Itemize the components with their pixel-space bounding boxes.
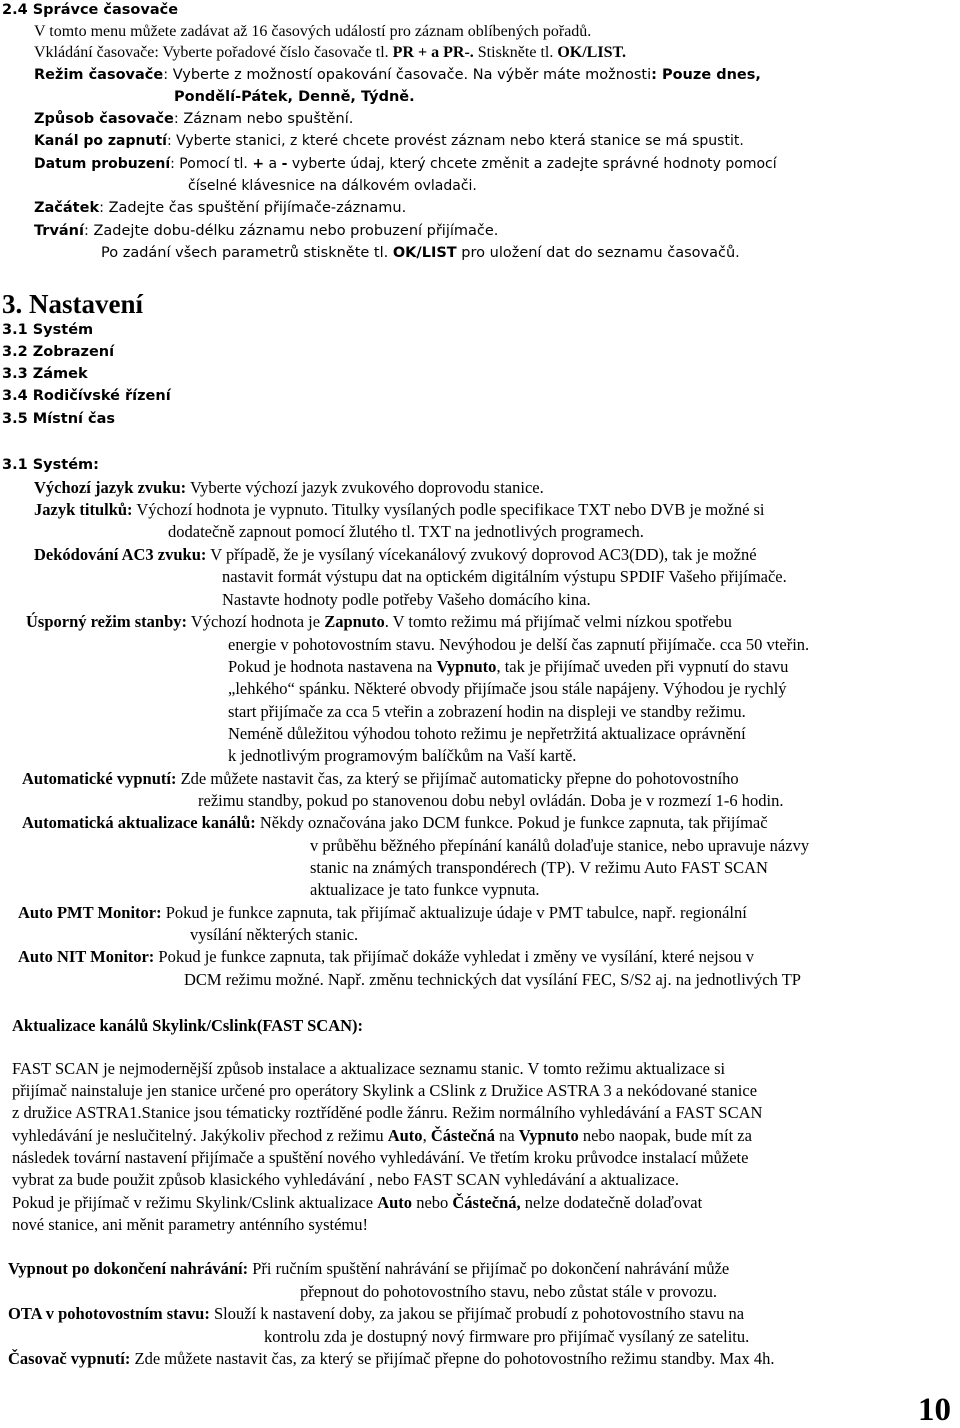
fastscan-heading: Aktualizace kanálů Skylink/Cslink(FAST SCAN):: [12, 1016, 364, 1035]
term: Úsporný režim stanby:: [26, 612, 188, 631]
timer-intro: V tomto menu můžete zadávat až 16 časových událostí pro záznam oblíbených pořadů.: [34, 23, 592, 40]
text: nebo: [412, 1193, 453, 1212]
text: vyhledávání je neslučitelný. Jakýkoliv přechod z režimu: [12, 1126, 388, 1145]
timer-start-line: [34, 198, 406, 218]
text: nelze dodatečně dolaďovat: [520, 1193, 703, 1212]
text: vyberte údaj, který chcete změnit a zadejte správné hodnoty pomocí: [287, 156, 777, 172]
term: Začátek: [34, 200, 100, 216]
text: Pokud je funkce zapnuta, tak přijímač aktualizuje údaje v PMT tabulce, např. regionální: [161, 903, 747, 922]
system-autoupdate-cont: v průběhu běžného přepínání kanálů dolaďuje stanice, nebo upravuje názvy: [310, 836, 810, 855]
text: : Pomocí tl.: [170, 156, 253, 172]
system-ac3-cont: Nastavte hodnoty podle potřeby Vašeho domácího kina.: [222, 590, 591, 609]
system-autoupdate-line: [22, 813, 768, 833]
system-autoupdate-cont: aktualizace je tato funkce vypnuta.: [310, 880, 540, 899]
settings-item: 3.2 Zobrazení: [2, 344, 115, 360]
term: : Pouze dnes,: [651, 67, 761, 83]
text: , tak je přijímač uveden při vypnutí do stavu: [496, 657, 789, 676]
fastscan-line: následek tovární nastavení přijímače a spuštění nového vyhledávání. Ve třetím kroku průvodce instalací můžete: [12, 1148, 749, 1167]
fastscan-line: FAST SCAN je nejmodernější způsob instalace a aktualizace seznamu stanic. V tomto režimu aktualizace si: [12, 1059, 726, 1078]
settings-heading: 3. Nastavení: [2, 289, 143, 319]
fastscan-line: z družice ASTRA1.Stanice jsou tématicky roztříděné podle žánru. Režim normálního vyhledávání a FAST SCAN: [12, 1103, 763, 1122]
system-eco-line: [26, 612, 732, 632]
system-subtitle-cont: dodatečně zapnout pomocí žlutého tl. TXT na jednotlivých programech.: [168, 522, 644, 541]
system-pmt-cont: vysílání některých stanic.: [190, 925, 359, 944]
term: Auto NIT Monitor:: [18, 947, 155, 966]
term: Automatická aktualizace kanálů:: [22, 813, 256, 832]
text: Pokud je hodnota nastavena na: [228, 657, 437, 676]
term: OTA v pohotovostním stavu:: [8, 1304, 210, 1323]
system-ac3-cont: nastavit formát výstupu dat na optickém digitálním výstupu SPDIF Vašeho přijímače.: [222, 567, 787, 586]
system-eco-cont: [228, 657, 788, 677]
settings-item: 3.1 Systém: [2, 322, 94, 338]
text: Někdy označována jako DCM funkce. Pokud je funkce zapnuta, tak přijímač: [255, 813, 768, 832]
key-oklist: OK/LIST.: [557, 44, 626, 61]
system-ac3-line: [34, 545, 757, 565]
term: Dekódování AC3 zvuku:: [34, 545, 207, 564]
value: Vypnuto: [518, 1126, 579, 1145]
system-eco-cont: energie v pohotovostním stavu. Nevýhodou je delší čas zapnutí přijímače. cca 50 vteřin.: [228, 635, 810, 654]
settings-item: 3.3 Zámek: [2, 366, 88, 382]
text: Stiskněte tl.: [473, 44, 558, 61]
text: a: [264, 156, 282, 172]
system-eco-cont: start přijímače za cca 5 vteřin a zobrazení hodin na displeji ve standby režimu.: [228, 702, 746, 721]
text: : Zadejte dobu-délku záznamu nebo probuzení přijímače.: [83, 223, 499, 239]
system-heading: 3.1 Systém:: [2, 457, 99, 473]
key: -: [281, 156, 288, 172]
system-nit-cont: DCM režimu možné. Např. změnu technických dat vysílání FEC, S/S2 aj. na jednotlivých TP: [184, 970, 801, 989]
timer-method-line: [34, 109, 353, 129]
key-pr: PR + a PR-.: [392, 44, 474, 61]
text: pro uložení dat do seznamu časovačů.: [456, 245, 740, 261]
text: ,: [422, 1126, 431, 1145]
fastscan-line: vybrat za bude použit způsob klasického vyhledávání , nebo FAST SCAN vyhledávání a aktualizace.: [12, 1170, 680, 1189]
text: Pokud je přijímač v režimu Skylink/Cslink aktualizace: [12, 1193, 378, 1212]
timer-save-line: [101, 243, 740, 263]
timer-duration-line: [34, 221, 498, 241]
text: Zde můžete nastavit čas, za který se přijímač automaticky přepne do pohotovostního: [176, 769, 739, 788]
text: Pokud je funkce zapnuta, tak přijímač dokáže vyhledat i změny ve vysílání, které nejsou v: [154, 947, 755, 966]
timer-mode-line: [34, 65, 761, 85]
ota-cont: kontrolu zda je dostupný nový firmware pro přijímač vysílaný ze satelitu.: [264, 1327, 750, 1346]
fastscan-line: [12, 1193, 702, 1213]
value: Auto: [377, 1193, 413, 1212]
system-eco-cont: Neméně důležitou výhodou tohoto režimu je nepřetržitá aktualizace oprávnění: [228, 724, 746, 743]
text: : Zadejte čas spuštění přijímače-záznamu.: [99, 200, 407, 216]
system-autooff-cont: režimu standby, pokud po stanovenou dobu nebyl ovládán. Doba je v rozmezí 1-6 hodin.: [198, 791, 784, 810]
text: Při ručním spuštění nahrávání se přijímač po dokončení nahrávání může: [248, 1259, 730, 1278]
term: Datum probuzení: [34, 156, 171, 172]
system-eco-cont: k jednotlivým programovým balíčkům na Vaší kartě.: [228, 746, 577, 765]
term: Výchozí jazyk zvuku:: [34, 478, 187, 497]
system-nit-line: [18, 947, 754, 967]
term: Kanál po zapnutí: [34, 133, 167, 149]
system-eco-cont: „lehkého“ spánku. Některé obvody přijímače jsou stále napájeny. Výhodou je rychlý: [228, 679, 787, 698]
timer-date-cont: číselné klávesnice na dálkovém ovladači.: [188, 178, 477, 194]
timer-mode-options: Pondělí-Pátek, Denně, Týdně.: [174, 89, 415, 105]
term: Jazyk titulků:: [34, 500, 133, 519]
text: Výchozí hodnota je: [187, 612, 325, 631]
system-audio-line: [34, 478, 544, 498]
term: Trvání: [34, 223, 84, 239]
page-number: 10: [918, 1392, 951, 1428]
text: Výchozí hodnota je vypnuto. Titulky vysílaných podle specifikace TXT nebo DVB je možné si: [132, 500, 765, 519]
timer-channel-line: [34, 131, 744, 151]
system-pmt-line: [18, 903, 747, 923]
settings-item: 3.4 Rodičívské řízení: [2, 388, 171, 404]
text: Po zadání všech parametrů stiskněte tl.: [101, 245, 393, 261]
timer-date-line: [34, 154, 777, 174]
value: Zapnuto: [324, 612, 385, 631]
value: Částečná: [430, 1126, 495, 1145]
timer-heading: 2.4 Správce časovače: [2, 2, 179, 18]
sleep-timer-line: [8, 1349, 774, 1369]
text: Vkládání časovače: Vyberte pořadové číslo časovače tl.: [34, 44, 393, 61]
text: Zde můžete nastavit čas, za který se přijímač přepne do pohotovostního režimu standby. Max 4h.: [130, 1349, 775, 1368]
term: Vypnout po dokončení nahrávání:: [8, 1259, 249, 1278]
text: Vyberte výchozí jazyk zvukového doprovodu stanice.: [186, 478, 544, 497]
term: Časovač vypnutí:: [8, 1349, 131, 1368]
timer-insert-line: [34, 43, 626, 63]
fastscan-line: přijímač nainstaluje jen stanice určené pro operátory Skylink a CSlink z Družice ASTRA 3 a nekódované stanice: [12, 1081, 758, 1100]
text: Slouží k nastavení doby, za jakou se přijímač probudí z pohotovostního stavu na: [209, 1304, 745, 1323]
term: Automatické vypnutí:: [22, 769, 177, 788]
system-subtitle-line: [34, 500, 765, 520]
value: Částečná,: [452, 1193, 521, 1212]
key: OK/LIST: [392, 245, 457, 261]
text: nebo naopak, bude mít za: [578, 1126, 752, 1145]
term: Auto PMT Monitor:: [18, 903, 162, 922]
value: Auto: [387, 1126, 423, 1145]
settings-item: 3.5 Místní čas: [2, 411, 116, 427]
text: . V tomto režimu má přijímač velmi nízkou spotřebu: [384, 612, 732, 631]
text: : Záznam nebo spuštění.: [173, 111, 354, 127]
value: Vypnuto: [436, 657, 497, 676]
key: +: [252, 156, 265, 172]
text: : Vyberte z možností opakování časovače. Na výběr máte možnosti: [163, 67, 652, 83]
record-off-cont: přepnout do pohotovostního stavu, nebo zůstat stále v provozu.: [300, 1282, 718, 1301]
term: Způsob časovače: [34, 111, 174, 127]
text: V případě, že je vysílaný vícekanálový zvukový doprovod AC3(DD), tak je možné: [206, 545, 757, 564]
fastscan-line: nové stanice, ani měnit parametry anténního systému!: [12, 1215, 369, 1234]
fastscan-line: [12, 1126, 752, 1146]
text: : Vyberte stanici, z které chcete provést záznam nebo která stanice se má spustit.: [166, 133, 744, 149]
term: Režim časovače: [34, 67, 164, 83]
ota-line: [8, 1304, 744, 1324]
system-autoupdate-cont: stanic na známých transpondérech (TP). V režimu Auto FAST SCAN: [310, 858, 768, 877]
record-off-line: [8, 1259, 729, 1279]
system-autooff-line: [22, 769, 739, 789]
text: na: [494, 1126, 519, 1145]
